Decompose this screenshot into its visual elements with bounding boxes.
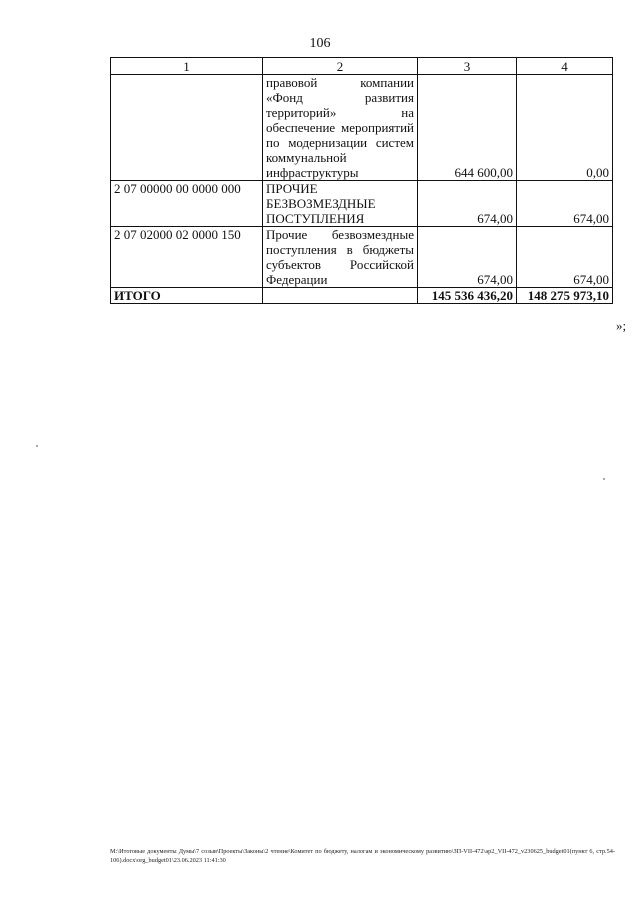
- budget-table: [110, 57, 613, 304]
- row-code: 2 07 00000 00 0000 000: [111, 181, 263, 227]
- row-name-line: поступления в бюджеты: [266, 242, 414, 257]
- closing-quote-mark: »;: [616, 318, 627, 333]
- scan-speck: [36, 445, 38, 447]
- row-name: [263, 181, 418, 227]
- row-value-col3: 674,00: [418, 181, 517, 227]
- row-name-line: мероприятий по: [266, 120, 414, 150]
- row-name-line: «Фонд развития: [266, 90, 414, 105]
- row-name-line: территорий» на: [266, 105, 414, 120]
- row-name-line: обеспечение: [266, 120, 336, 135]
- row-value-col3: 644 600,00: [418, 75, 517, 181]
- total-empty-cell: [263, 288, 418, 304]
- row-name-line: коммунальной: [266, 150, 347, 165]
- row-code: 2 07 02000 02 0000 150: [111, 227, 263, 288]
- row-name: [263, 227, 418, 288]
- total-value-col4: 148 275 973,10: [517, 288, 613, 304]
- total-label: ИТОГО: [111, 288, 263, 304]
- scan-speck: [603, 478, 605, 480]
- row-value-col4: 0,00: [517, 75, 613, 181]
- row-value-col4: 674,00: [517, 227, 613, 288]
- row-name: [263, 75, 418, 181]
- row-value-col3: 674,00: [418, 227, 517, 288]
- total-value-col3: 145 536 436,20: [418, 288, 517, 304]
- row-name-line: Федерации: [266, 272, 328, 287]
- table-row: [111, 227, 613, 288]
- table-header-row: [111, 58, 613, 75]
- header-col-3: 3: [418, 58, 517, 75]
- row-name-line: правовой компании: [266, 75, 414, 90]
- footer-file-path: M:\Итоговые документы Думы\7 созыв\Проекты\Законы\2 чтение\Комитет по бюджету, налогам и экономическому развитию\ЗП-VII-472\ap2_VII-472_v230625_budget01(пункт 6, стр.54-106).docx\org_budget01\23.06.2023 11:41:30: [110, 848, 615, 864]
- total-row: [111, 288, 613, 304]
- row-value-col4: 674,00: [517, 181, 613, 227]
- row-name-line: модернизации систем: [288, 135, 414, 150]
- page-number: 106: [309, 36, 331, 51]
- header-col-4: 4: [517, 58, 613, 75]
- row-name-line: Прочие безвозмездные: [266, 227, 414, 242]
- row-name-line: инфраструктуры: [266, 165, 359, 180]
- row-name-line: ПОСТУПЛЕНИЯ: [266, 211, 365, 226]
- table-row: [111, 181, 613, 227]
- table-row: [111, 75, 613, 181]
- row-name-line: БЕЗВОЗМЕЗДНЫЕ: [266, 196, 376, 211]
- row-code: [111, 75, 263, 181]
- header-col-1: 1: [111, 58, 263, 75]
- row-name-line: ПРОЧИЕ: [266, 181, 318, 196]
- header-col-2: 2: [263, 58, 418, 75]
- row-name-line: субъектов Российской: [266, 257, 414, 272]
